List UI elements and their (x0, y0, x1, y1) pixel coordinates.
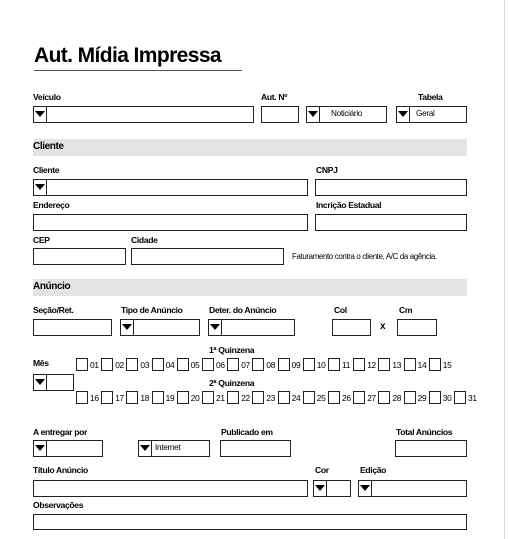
day-label-12: 12 (367, 360, 376, 370)
day-checkbox-18[interactable] (126, 391, 138, 404)
endereco-label: Endereço (33, 200, 70, 210)
day-label-09: 09 (291, 360, 301, 370)
day-checkbox-12[interactable] (353, 358, 365, 371)
mes-label: Mês (33, 358, 49, 368)
deter-dropdown-button[interactable] (209, 320, 222, 335)
day-label-24: 24 (291, 393, 301, 403)
day-label-26: 26 (342, 393, 351, 403)
day-label-21: 21 (216, 393, 225, 403)
day-checkbox-31[interactable] (454, 391, 466, 404)
day-label-15: 15 (442, 360, 452, 370)
entregar-select[interactable] (33, 440, 103, 457)
noticiario-dropdown-button[interactable] (307, 107, 320, 122)
deter-label: Deter. do Anúncio (209, 305, 277, 315)
day-label-10: 10 (316, 360, 326, 370)
quinzena2-label: 2ª Quinzena (209, 378, 255, 388)
total-field[interactable] (395, 440, 467, 457)
cliente-dropdown-button[interactable] (34, 180, 47, 195)
day-label-13: 13 (392, 360, 402, 370)
page-border (504, 0, 505, 539)
noticiario-select[interactable]: Noticiário (306, 106, 387, 123)
day-label-17: 17 (115, 393, 124, 403)
day-checkbox-29[interactable] (404, 391, 416, 404)
chevron-down-icon (308, 111, 318, 117)
aut-no-label: Aut. Nº (261, 92, 287, 102)
tipo-select[interactable] (120, 319, 200, 336)
tabela-label: Tabela (418, 92, 443, 102)
cliente-label: Cliente (33, 165, 60, 175)
day-label-08: 08 (266, 360, 276, 370)
cnpj-field[interactable] (315, 179, 467, 196)
day-checkbox-27[interactable] (353, 391, 365, 404)
inscricao-field[interactable] (315, 214, 467, 231)
chevron-down-icon (140, 445, 150, 451)
cidade-field[interactable] (131, 248, 284, 265)
day-checkbox-15[interactable] (429, 358, 441, 371)
cnpj-label: CNPJ (316, 165, 338, 175)
internet-dropdown-button[interactable] (139, 441, 152, 456)
endereco-field[interactable] (33, 214, 308, 231)
veiculo-dropdown-button[interactable] (34, 107, 47, 122)
edicao-dropdown-button[interactable] (359, 481, 372, 496)
publicado-label: Publicado em (221, 427, 273, 437)
day-checkbox-11[interactable] (328, 358, 340, 371)
titulo-anuncio-field[interactable] (33, 480, 308, 497)
entregar-dropdown-button[interactable] (34, 441, 47, 456)
day-checkbox-22[interactable] (227, 391, 239, 404)
day-checkbox-01[interactable] (76, 358, 88, 371)
day-checkbox-09[interactable] (278, 358, 290, 371)
col-label: Col (334, 305, 347, 315)
day-checkbox-14[interactable] (404, 358, 416, 371)
cor-label: Cor (315, 465, 329, 475)
veiculo-label: Veículo (33, 92, 61, 102)
day-label-02: 02 (115, 360, 124, 370)
day-checkbox-21[interactable] (202, 391, 214, 404)
col-field[interactable] (332, 319, 371, 336)
day-label-03: 03 (140, 360, 150, 370)
day-checkbox-08[interactable] (252, 358, 264, 371)
day-checkbox-17[interactable] (101, 391, 113, 404)
veiculo-select[interactable] (33, 106, 254, 123)
day-label-05: 05 (190, 360, 200, 370)
cor-dropdown-button[interactable] (314, 481, 327, 496)
day-checkbox-03[interactable] (126, 358, 138, 371)
day-checkbox-10[interactable] (303, 358, 315, 371)
publicado-field[interactable] (220, 440, 291, 457)
day-label-31: 31 (468, 393, 477, 403)
inscricao-label: Incrição Estadual (316, 200, 382, 210)
day-label-06: 06 (216, 360, 225, 370)
entregar-label: A entregar por (33, 427, 87, 437)
aut-no-field[interactable] (261, 106, 299, 123)
day-checkbox-02[interactable] (101, 358, 113, 371)
chevron-down-icon (210, 324, 220, 330)
day-label-19: 19 (165, 393, 175, 403)
day-label-04: 04 (165, 360, 175, 370)
chevron-down-icon (35, 379, 45, 385)
day-label-01: 01 (90, 360, 99, 370)
day-label-27: 27 (367, 393, 376, 403)
chevron-down-icon (122, 324, 132, 330)
cep-field[interactable] (33, 248, 126, 265)
cidade-label: Cidade (131, 235, 158, 245)
secao-field[interactable] (33, 319, 112, 336)
day-label-18: 18 (140, 393, 150, 403)
titulo-anuncio-label: Título Anúncio (33, 465, 88, 475)
day-label-16: 16 (90, 393, 99, 403)
day-checkbox-23[interactable] (252, 391, 264, 404)
mes-select[interactable] (33, 374, 74, 391)
mes-dropdown-button[interactable] (34, 375, 47, 390)
chevron-down-icon (398, 111, 408, 117)
cm-label: Cm (399, 305, 413, 315)
day-checkbox-28[interactable] (378, 391, 390, 404)
day-checkbox-13[interactable] (378, 358, 390, 371)
day-label-30: 30 (442, 393, 452, 403)
cor-select[interactable] (313, 480, 351, 497)
anuncio-section-header: Anúncio (33, 279, 467, 296)
total-label: Total Anúncios (396, 427, 453, 437)
cm-field[interactable] (397, 319, 437, 336)
cliente-select[interactable] (33, 179, 308, 196)
tabela-select[interactable]: Geral (396, 106, 467, 123)
tabela-dropdown-button[interactable] (397, 107, 410, 122)
day-label-28: 28 (392, 393, 402, 403)
tipo-dropdown-button[interactable] (121, 320, 134, 335)
day-label-07: 07 (241, 360, 250, 370)
day-checkbox-25[interactable] (303, 391, 315, 404)
day-checkbox-20[interactable] (177, 391, 189, 404)
day-checkbox-16[interactable] (76, 391, 88, 404)
day-checkbox-19[interactable] (152, 391, 164, 404)
faturamento-note: Faturamento contra o cliente, A/C da agência. (292, 252, 437, 261)
quinzena1-label: 1ª Quinzena (209, 345, 255, 355)
chevron-down-icon (35, 445, 45, 451)
observacoes-label: Observações (33, 500, 84, 510)
day-checkbox-07[interactable] (227, 358, 239, 371)
day-label-23: 23 (266, 393, 276, 403)
chevron-down-icon (35, 184, 45, 190)
secao-label: Seção/Ret. (33, 305, 74, 315)
day-checkbox-05[interactable] (177, 358, 189, 371)
observacoes-field[interactable] (33, 514, 467, 530)
cep-label: CEP (33, 235, 50, 245)
day-checkbox-24[interactable] (278, 391, 290, 404)
day-checkbox-30[interactable] (429, 391, 441, 404)
day-label-25: 25 (316, 393, 326, 403)
chevron-down-icon (35, 111, 45, 117)
tipo-label: Tipo de Anúncio (121, 305, 183, 315)
day-checkbox-04[interactable] (152, 358, 164, 371)
day-checkbox-26[interactable] (328, 391, 340, 404)
chevron-down-icon (360, 485, 370, 491)
cliente-section-header: Cliente (33, 139, 467, 156)
day-label-20: 20 (190, 393, 200, 403)
day-label-14: 14 (417, 360, 427, 370)
title-underline (34, 70, 242, 71)
chevron-down-icon (315, 485, 325, 491)
day-checkbox-06[interactable] (202, 358, 214, 371)
x-mark: x (380, 321, 386, 332)
edicao-select[interactable] (358, 480, 467, 497)
deter-select[interactable] (208, 319, 295, 336)
day-label-22: 22 (241, 393, 250, 403)
edicao-label: Edição (360, 465, 387, 475)
page-title: Aut. Mídia Impressa (34, 44, 221, 67)
day-label-29: 29 (417, 393, 427, 403)
internet-select[interactable]: Internet (138, 440, 210, 457)
day-label-11: 11 (342, 360, 351, 370)
